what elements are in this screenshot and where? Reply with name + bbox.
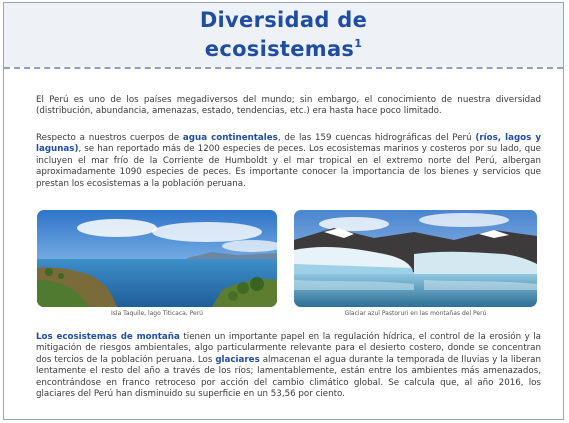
lake-photo-illustration [37, 210, 277, 307]
photo-caption-taquile: Isla Taquile, lago Titicaca, Perú [111, 310, 203, 317]
p2-text-a: Respecto a nuestros cuerpos de [36, 133, 183, 143]
p3-text-d: almacenan el agua durante la temporada de lluvias y la liberan lentamente el resto del año a través de los ríos; lamentablemente, están entre los ambientes más amenazados, encontrándose en franco retroceso por acción del cambio climático global. Se calcula que, al año 2016, los glaciares del Perú han disminuido su superficie en un 53,56 por ciento. [36, 354, 542, 400]
glacier-photo-illustration [294, 210, 537, 307]
p3-highlight-montana: Los ecosistemas de montaña [36, 332, 180, 342]
photo-caption-pastoruri: Glaciar azul Pastoruri en las montañas del Perú [344, 310, 487, 317]
title-footnote-mark: 1 [354, 37, 363, 50]
title-banner [4, 3, 563, 67]
p2-text-c: , de las 159 cuencas hidrográficas del Perú [277, 133, 476, 143]
page-title [4, 9, 563, 61]
title-line-2 [4, 32, 563, 61]
paragraph-ecosistemas-montana [36, 332, 541, 400]
document-page [3, 2, 564, 420]
paragraph-intro: El Perú es uno de los países megadiversos del mundo; sin embargo, el conocimiento de nuestra diversidad (distribución, abundancia, amenazas, estado, tendencias, etc.) era hasta hace poco limitado. [36, 95, 541, 117]
p2-highlight-agua: agua continentales [182, 133, 278, 143]
p2-highlight-rios: (ríos, lagos y lagunas) [36, 133, 541, 155]
paragraph-aguas-continentales [36, 133, 541, 190]
p3-highlight-glaciares: glaciares [215, 354, 260, 365]
photo-isla-taquile [37, 210, 277, 307]
p2-text-e: , se han reportado más de 1200 especies de peces. Los ecosistemas marinos y costeros por su lado, que incluyen el mar frío de la Corriente de Humboldt y el mar tropical en el extremo norte del Perú, albergan aproximadamente 1090 especies de peces. Es importante conocer la importancia de los bienes y servicios que prestan los ecosistemas a la población peruana. [36, 144, 541, 189]
p3-text-b: tienen un importante papel en la regulación hídrica, el control de la erosión y la mitigación de riesgos ambientales, algo particularmente relevante para el desierto costero, donde se concentran dos tercios de la población peruana. Los [36, 332, 541, 365]
title-line-1: Diversidad de [199, 8, 368, 32]
photo-glaciar-pastoruri [294, 210, 537, 307]
title-line-2-text: ecosistemas [204, 37, 355, 61]
dashed-divider [4, 67, 563, 69]
